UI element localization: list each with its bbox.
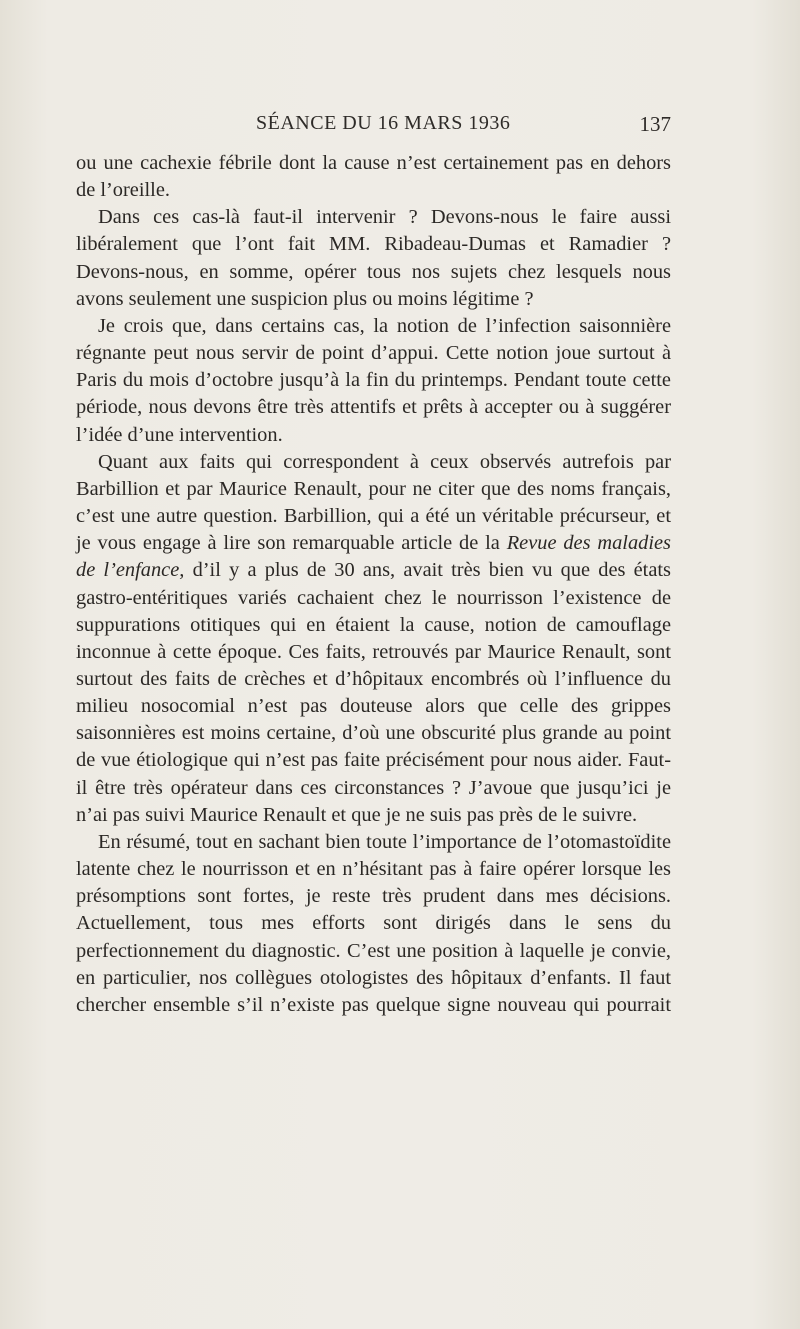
journal-title-citation: Revue des maladies de l’enfance, [76,532,671,582]
page-header [76,112,671,142]
paragraph-continuation: ou une cachexie fébrile dont la cause n’est certainement pas en dehors de l’oreille. [76,152,671,202]
paragraph-text-before-citation: Quant aux faits qui correspondent à ceux observés autrefois par Barbillion et par Maurice Renault, pour ne citer que des noms français, c’est une autre question. Barbillion, qui a été un véritable précurseur, et je vous engage à lire son remarquable article de la [76,450,671,555]
body-text [76,150,671,1019]
paragraph-summary: En résumé, tout en sachant bien toute l’importance de l’otomastoïdite latente chez le nourrisson et en n’hésitant pas à faire opérer lorsque les présomptions sont fortes, je reste très prudent dans mes décisions. Actuellement, tous mes efforts sont dirigés dans le sens du perfectionnement du diagnostic. C’est une position à laquelle je convie, en particulier, nos collègues otologistes des hôpitaux d’enfants. Il faut chercher ensemble s’il n’existe pas quelque signe nouveau qui pourrait [76,830,671,1016]
paragraph-intervention-question: Dans ces cas-là faut-il intervenir ? Devons-nous le faire aussi libéralement que l’ont fait MM. Ribadeau-Dumas et Ramadier ? Devons-nous, en somme, opérer tous nos sujets chez lesquels nous avons seulement une suspicion plus ou moins légitime ? [76,206,671,310]
paragraph-barbillion-renault [76,449,671,829]
running-head: SÉANCE DU 16 MARS 1936 [256,112,511,134]
paragraph-text-after-citation: d’il y a plus de 30 ans, avait très bien vu que des états gastro-entéritiques variés cachaient chez le nourrisson l’existence de suppurations otitiques qui en étaient la cause, notion de camouflage inconnue à cette époque. Ces faits, retrouvés par Maurice Renault, sont surtout des faits de crèches et d’hôpitaux encombrés où l’influence du milieu nosocomial n’est pas douteuse alors que celle des grippes saisonnières est moins certaine, d’où une obscurité plus grande au point de vue étiologique qui n’est pas faite précisément pour nous aider. Faut-il être très opérateur dans ces circonstances ? J’avoue que jusqu’ici je n’ai pas suivi Maurice Renault et que je ne suis pas près de le suivre. [76,559,671,826]
page-number: 137 [639,112,671,136]
paragraph-seasonal-infection: Je crois que, dans certains cas, la notion de l’infection saisonnière régnante peut nous servir de point d’appui. Cette notion joue surtout à Paris du mois d’octobre jusqu’à la fin du printemps. Pendant toute cette période, nous devons être très attentifs et prêts à accepter ou à suggérer l’idée d’une intervention. [76,314,671,446]
